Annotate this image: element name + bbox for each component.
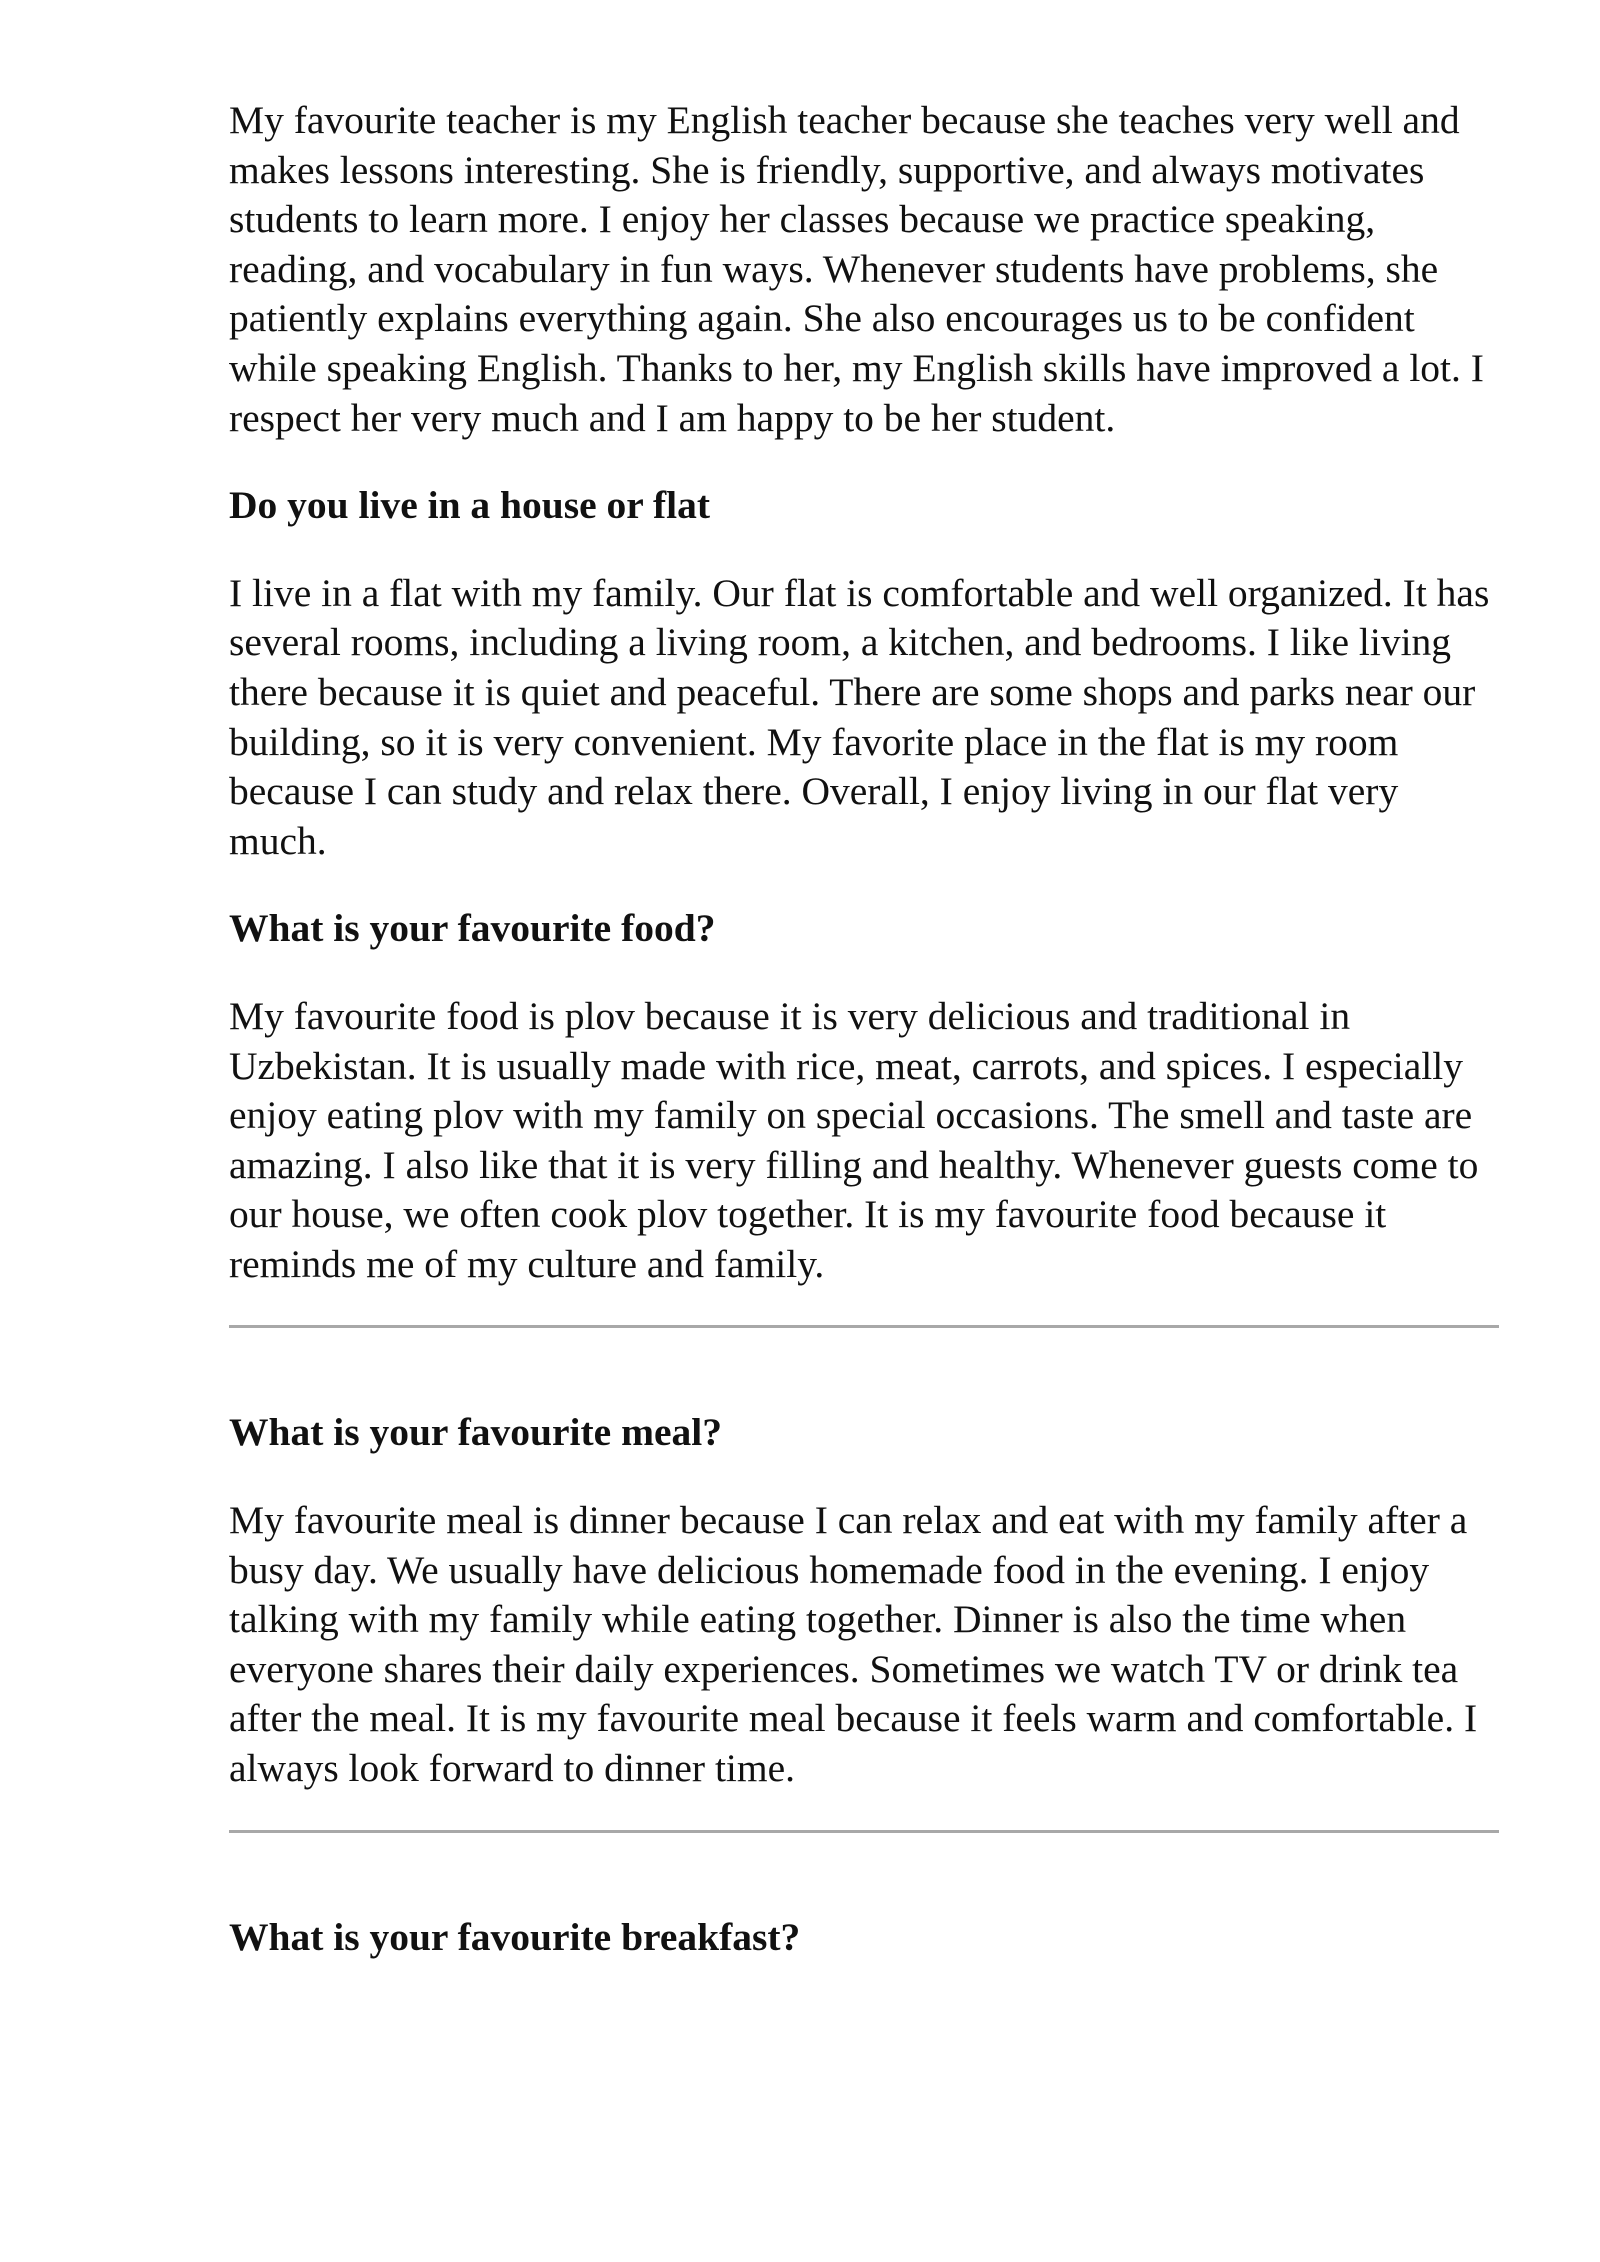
- meal-paragraph: My favourite meal is dinner because I can relax and eat with my family after a busy day. We usually have delicious homemade food in the evening. I enjoy talking with my family while eating together. Dinner is also the time when everyone shares their daily experiences. Sometimes we watch TV or drink tea after the meal. It is my favourite meal because it feels warm and comfortable. I always look forward to dinner time.: [229, 1498, 1478, 1791]
- house-heading: Do you live in a house or flat: [229, 483, 710, 528]
- meal-heading: What is your favourite meal?: [229, 1410, 722, 1455]
- breakfast-heading: What is your favourite breakfast?: [229, 1914, 801, 1959]
- house-paragraph: I live in a flat with my family. Our flat is comfortable and well organized. It has several rooms, including a living room, a kitchen, and bedrooms. I like living there because it is quiet and peaceful. There are some shops and parks near our building, so it is very convenient. My favorite place in the flat is my room because I can study and relax there. Overall, I enjoy living in our flat very much.: [229, 570, 1490, 863]
- food-paragraph: My favourite food is plov because it is very delicious and traditional in Uzbekistan. It is usually made with rice, meat, carrots, and spices. I especially enjoy eating plov with my family on special occasions. The smell and taste are amazing. I also like that it is very filling and healthy. Whenever guests come to our house, we often cook plov together. It is my favourite food because it reminds me of my culture and family.: [229, 993, 1479, 1286]
- teacher-paragraph: My favourite teacher is my English teacher because she teaches very well and makes lessons interesting. She is friendly, supportive, and always motivates students to learn more. I enjoy her classes because we practice speaking, reading, and vocabulary in fun ways. Whenever students have problems, she patiently explains everything again. She also encourages us to be confident while speaking English. Thanks to her, my English skills have improved a lot. I respect her very much and I am happy to be her student.: [229, 98, 1484, 440]
- food-heading: What is your favourite food?: [229, 906, 716, 951]
- document-page: [229, 96, 1499, 1962]
